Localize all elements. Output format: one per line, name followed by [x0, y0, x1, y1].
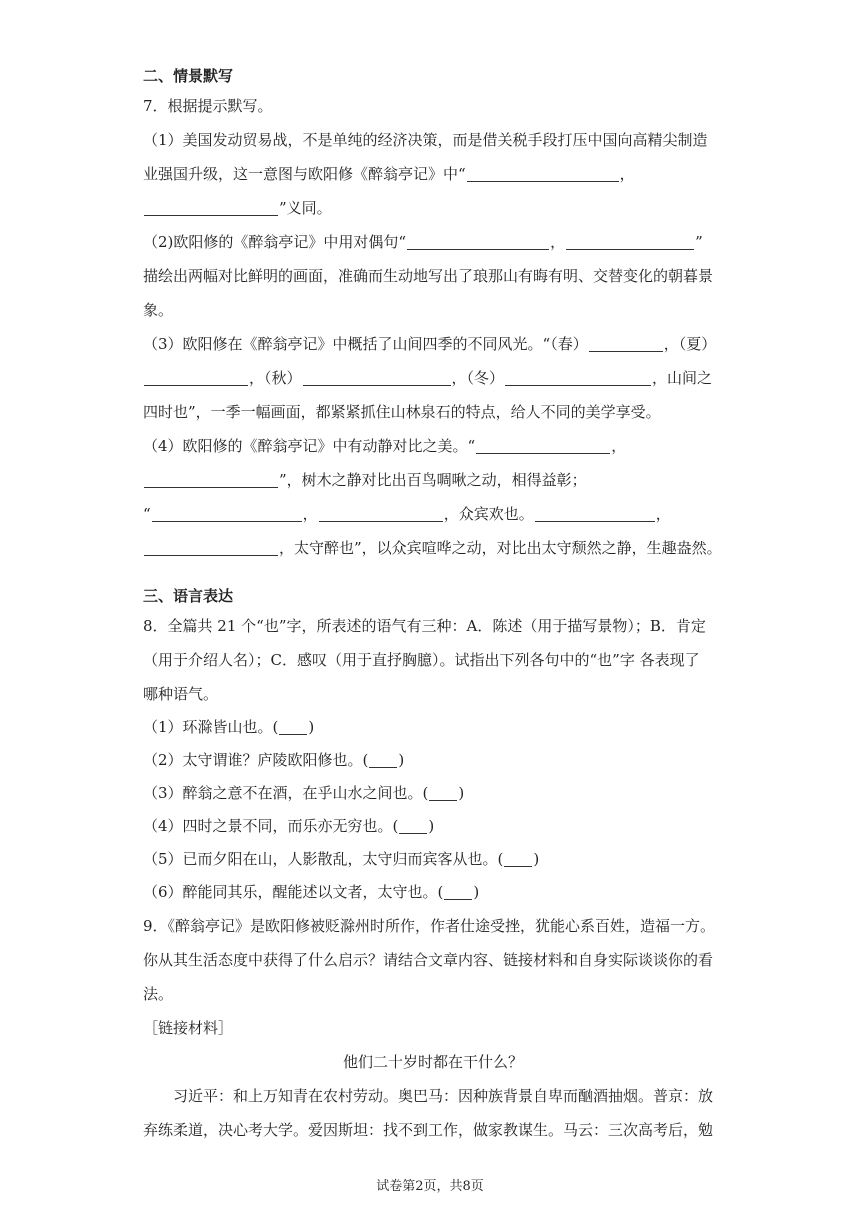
- answer-blank[interactable]: [504, 851, 532, 867]
- answer-blank[interactable]: [476, 438, 610, 454]
- q8-line2: （用于介绍人名）；C．感叹（用于直抒胸臆）。试指出下列各句中的“也”字 各表现了: [143, 651, 700, 669]
- material-title: 他们二十岁时都在干什么？: [342, 1053, 523, 1071]
- q7-part2-line3: 象。: [143, 301, 174, 319]
- answer-blank[interactable]: [144, 370, 248, 386]
- close-paren: ): [308, 718, 315, 736]
- answer-blank[interactable]: [303, 370, 451, 386]
- section-title-2: 二、情景默写: [143, 67, 234, 85]
- q7-part1-line2: [143, 164, 723, 184]
- q7-part3-text-e: ，山间之: [652, 369, 713, 387]
- q7-part2-line2: 描绘出两幅对比鲜明的画面，准确而生动地写出了琅那山有晦有明、交替变化的朝暮景: [143, 267, 714, 285]
- answer-blank[interactable]: [535, 506, 655, 522]
- q7-part1-line3: [143, 198, 723, 218]
- q7-part1-text-b: ，: [619, 165, 635, 183]
- q7-part2-text-c: ”: [695, 233, 703, 251]
- answer-blank[interactable]: [152, 506, 302, 522]
- answer-blank[interactable]: [505, 370, 651, 386]
- q7-part2-text-b: ，: [550, 233, 566, 251]
- q7-part3-line1: [143, 334, 723, 354]
- answer-blank[interactable]: [144, 472, 278, 488]
- question-7-stem: 7．根据提示默写。: [143, 97, 273, 115]
- q8-item-text: （5）已而夕阳在山，人影散乱，太守归而宾客从也。(: [143, 850, 504, 868]
- q8-line3: 哪种语气。: [143, 685, 219, 703]
- q7-part4-text-a: （4）欧阳修的《醉翁亭记》中有动静对比之美。“: [143, 437, 476, 455]
- q7-part4-text-e: ，: [302, 505, 318, 523]
- q8-item-3: [143, 783, 723, 803]
- answer-blank[interactable]: [319, 506, 443, 522]
- q8-item-text: （6）醉能同其乐，醒能述以文者，太守也。(: [143, 883, 444, 901]
- answer-blank[interactable]: [144, 200, 278, 216]
- answer-blank[interactable]: [399, 818, 427, 834]
- q7-part3-line2: [143, 368, 723, 388]
- q7-part4-text-d: “: [143, 505, 151, 523]
- q7-part4-text-f: ，众宾欢也。: [443, 505, 534, 523]
- q7-part1-line1: （1）美国发动贸易战，不是单纯的经济决策，而是借关税手段打压中国向高精尖制造: [143, 131, 708, 149]
- answer-blank[interactable]: [144, 540, 278, 556]
- q7-part2-text-a: （2)欧阳修的《醉翁亭记》中用对偶句“: [143, 233, 407, 251]
- q7-part3-text-a: （3）欧阳修在《醉翁亭记》中概括了山间四季的不同风光。“（春）: [143, 335, 588, 353]
- page-footer: 试卷第2页，共8页: [376, 1179, 484, 1194]
- q8-item-2: [143, 750, 723, 770]
- q8-item-text: （4）四时之景不同，而乐亦无穷也。(: [143, 817, 399, 835]
- q9-line3: 法。: [143, 985, 174, 1003]
- answer-blank[interactable]: [467, 166, 619, 182]
- q9-line1: 9．《醉翁亭记》是欧阳修被贬滁州时所作，作者仕途受挫，犹能心系百姓，造福一方。: [143, 917, 716, 935]
- q7-part3-text-b: ，（夏）: [663, 335, 717, 353]
- q8-item-1: [143, 717, 723, 737]
- q8-item-6: [143, 882, 723, 902]
- answer-blank[interactable]: [429, 785, 457, 801]
- answer-blank[interactable]: [369, 752, 397, 768]
- close-paren: ): [533, 850, 540, 868]
- material-text: 习近平：和上万知青在农村劳动。奥巴马：因种族背景自卑而酗酒抽烟。普京：放: [173, 1087, 714, 1105]
- section-title-3: 三、语言表达: [143, 587, 234, 605]
- q7-part4-line4: [143, 538, 723, 558]
- answer-blank[interactable]: [566, 234, 694, 250]
- q7-part4-line2: [143, 470, 723, 490]
- material-line2: 弃练柔道，决心考大学。爱因斯坦：找不到工作，做家教谋生。马云：三次高考后，勉: [143, 1121, 714, 1139]
- q7-part3-text-d: ，（冬）: [451, 369, 505, 387]
- q9-line2: 你从其生活态度中获得了什么启示？请结合文章内容、链接材料和自身实际谈谈你的看: [143, 951, 714, 969]
- q7-part4-text-g: ，: [655, 505, 671, 523]
- answer-blank[interactable]: [589, 336, 663, 352]
- q7-part4-text-c: ”，树木之静对比出百鸟啁啾之动，相得益彰；: [279, 471, 587, 489]
- q8-line1: 8．全篇共 21 个“也”字，所表述的语气有三种：A．陈述（用于描写景物）；B．肯定: [143, 617, 706, 635]
- q7-part4-text-b: ，: [611, 437, 627, 455]
- answer-blank[interactable]: [444, 884, 472, 900]
- q8-item-text: （3）醉翁之意不在酒，在乎山水之间也。(: [143, 784, 429, 802]
- q7-part3-line3: 四时也”，一季一幅画面，都紧紧抓住山林泉石的特点，给人不同的美学享受。: [143, 403, 661, 421]
- q8-item-5: [143, 849, 723, 869]
- q7-part3-text-c: ，（秋）: [249, 369, 302, 387]
- q7-part1-text-c: ”义同。: [279, 199, 332, 217]
- close-paren: ): [458, 784, 465, 802]
- q8-item-4: [143, 816, 723, 836]
- close-paren: ): [428, 817, 435, 835]
- answer-blank[interactable]: [279, 719, 307, 735]
- q7-part2-line1: [143, 232, 723, 252]
- q8-item-text: （1）环滁皆山也。(: [143, 718, 279, 736]
- q7-part4-line1: [143, 436, 723, 456]
- q7-part1-text-a: 业强国升级，这一意图与欧阳修《醉翁亭记》中“: [143, 165, 466, 183]
- answer-blank[interactable]: [407, 234, 549, 250]
- close-paren: ): [473, 883, 480, 901]
- q7-part4-line3: [143, 504, 723, 524]
- material-label: ［链接材料］: [143, 1019, 234, 1037]
- close-paren: ): [398, 751, 405, 769]
- material-line1: [143, 1086, 723, 1106]
- q8-item-text: （2）太守谓谁？庐陵欧阳修也。(: [143, 751, 369, 769]
- q7-part4-text-h: ，太守醉也”，以众宾喧哗之动，对比出太守颓然之静，生趣盎然。: [279, 539, 722, 557]
